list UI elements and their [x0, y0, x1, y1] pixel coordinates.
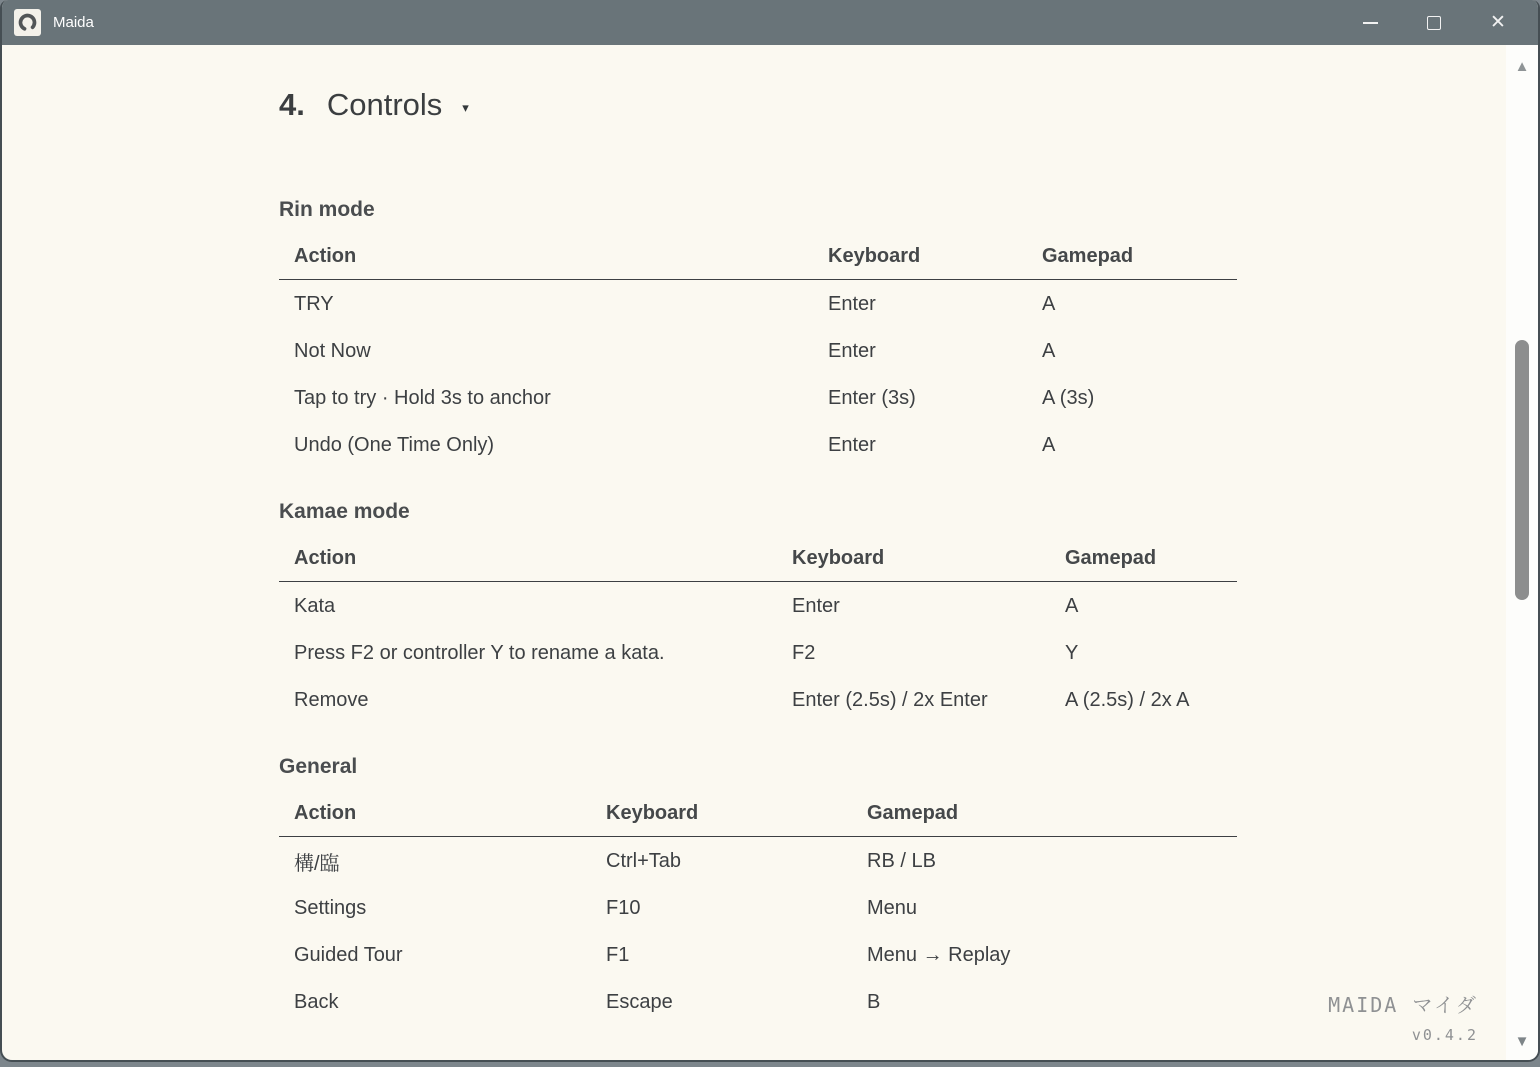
table-row [279, 326, 1237, 373]
scrollbar-thumb[interactable] [1515, 340, 1529, 600]
table-cell: 構/臨 [294, 853, 340, 876]
table-cell: Y [1065, 642, 1079, 664]
app-icon[interactable] [14, 9, 41, 36]
table-cell: Enter [828, 340, 876, 362]
table-cell: F1 [606, 944, 630, 966]
controls-table-kamae-mode [279, 537, 1237, 722]
column-header-gamepad: Gamepad [1027, 235, 1237, 279]
table-cell: A (2.5s) / 2x A [1065, 689, 1190, 711]
table-row [279, 628, 1237, 675]
table-cell: Escape [606, 991, 673, 1013]
table-cell: A [1042, 340, 1056, 362]
close-icon: ✕ [1490, 12, 1506, 33]
scrollbar-track[interactable] [1506, 45, 1538, 1060]
maximize-icon [1427, 16, 1441, 30]
table-cell: RB / LB [867, 850, 936, 873]
table-cell: A [1042, 434, 1056, 456]
close-button[interactable] [1466, 0, 1530, 45]
column-header-action: Action [279, 235, 813, 279]
heading-title: Controls [326, 87, 443, 122]
table-row [279, 836, 1237, 883]
table-cell: Undo (One Time Only) [294, 434, 495, 456]
table-cell: A [1065, 595, 1079, 618]
table-cell: Remove [294, 689, 369, 711]
column-header-action: Action [279, 792, 591, 836]
minimize-icon [1363, 22, 1378, 24]
footer-brand [1328, 989, 1478, 1044]
scroll-up-icon[interactable]: ▲ [1506, 55, 1538, 77]
table-cell: Settings [294, 897, 367, 919]
scroll-down-icon[interactable]: ▼ [1506, 1030, 1538, 1052]
column-header-gamepad: Gamepad [852, 792, 1237, 836]
maximize-button[interactable] [1402, 0, 1466, 45]
table-cell: A [1042, 293, 1056, 316]
window-controls [1338, 0, 1530, 45]
table-cell: Back [294, 991, 339, 1013]
table-row [279, 373, 1237, 420]
minimize-button[interactable] [1338, 0, 1402, 45]
section-title-kamae-mode: Kamae mode [279, 500, 410, 523]
table-cell: Guided Tour [294, 944, 403, 966]
table-cell: A (3s) [1042, 387, 1095, 409]
table-cell: Tap to try · Hold 3s to anchor [294, 387, 551, 409]
table-cell: F10 [606, 897, 641, 919]
table-cell: Enter [828, 293, 876, 316]
titlebar [2, 0, 1538, 45]
table-cell: Kata [294, 595, 336, 618]
table-row [279, 279, 1237, 326]
version-label: v0.4.2 [1411, 1026, 1478, 1044]
heading-number: 4. [279, 87, 305, 122]
table-row [279, 977, 1237, 1024]
table-cell: Enter [828, 434, 876, 456]
table-row [279, 930, 1237, 977]
table-cell: Press F2 or controller Y to rename a kata. [294, 642, 665, 664]
column-header-keyboard: Keyboard [591, 792, 852, 836]
table-cell: Enter [792, 595, 840, 618]
page-title [279, 81, 1506, 129]
table-header-row [279, 792, 1237, 836]
column-header-keyboard: Keyboard [777, 537, 1050, 581]
column-header-keyboard: Keyboard [813, 235, 1027, 279]
table-cell: Ctrl+Tab [606, 850, 682, 873]
table-cell: Menu [867, 897, 918, 919]
controls-table-general [279, 792, 1237, 1024]
column-header-gamepad: Gamepad [1050, 537, 1237, 581]
table-cell: TRY [294, 293, 334, 316]
section-title-rin-mode: Rin mode [279, 198, 375, 221]
brand-name: MAIDA マイダ [1328, 993, 1478, 1017]
table-row [279, 883, 1237, 930]
table-cell: Menu → Replay [867, 944, 1011, 966]
controls-table-rin-mode [279, 235, 1237, 467]
column-header-action: Action [279, 537, 777, 581]
table-cell: B [867, 991, 881, 1013]
table-cell: F2 [792, 642, 816, 664]
section-title-general: General [279, 755, 358, 778]
table-cell: Enter (3s) [828, 387, 916, 409]
main-content [2, 45, 1506, 1060]
chevron-down-icon[interactable]: ▾ [462, 100, 469, 115]
window-title: Maida [53, 14, 94, 31]
table-row [279, 420, 1237, 467]
table-cell: Not Now [294, 340, 371, 362]
table-header-row [279, 235, 1237, 279]
table-cell: Enter (2.5s) / 2x Enter [792, 689, 988, 711]
table-row [279, 675, 1237, 722]
table-header-row [279, 537, 1237, 581]
enso-circle-icon [17, 12, 38, 33]
table-row [279, 581, 1237, 628]
